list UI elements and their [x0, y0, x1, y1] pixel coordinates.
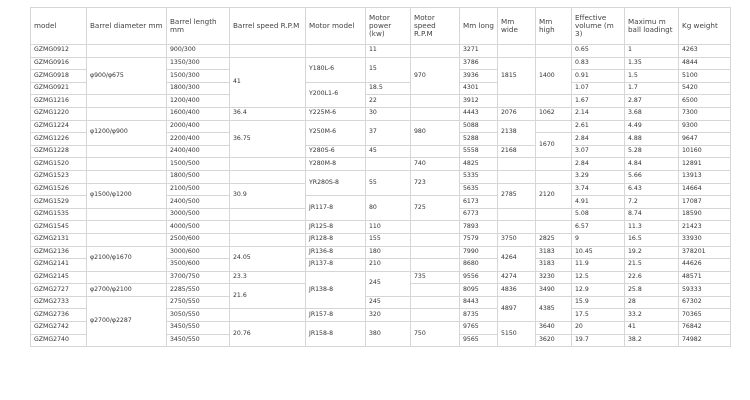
ball-mill-spec-table	[30, 7, 731, 347]
table-cell: 7893	[460, 221, 498, 234]
table-cell: 4825	[460, 158, 498, 171]
table-cell: 1.07	[572, 82, 625, 95]
table-cell	[411, 284, 460, 297]
table-cell: 723	[411, 170, 460, 195]
table-cell: GZMG0918	[31, 70, 87, 83]
table-cell: 45	[366, 145, 411, 158]
table-cell: 1670	[536, 133, 572, 158]
table-cell: φ900/φ675	[87, 57, 167, 95]
table-cell: 4836	[498, 284, 536, 297]
table-cell	[411, 309, 460, 322]
table-cell: 6.57	[572, 221, 625, 234]
table-cell: GZMG2136	[31, 246, 87, 259]
table-row	[31, 57, 731, 70]
table-cell: GZMG1520	[31, 158, 87, 171]
table-cell: YR280S-8	[306, 170, 366, 195]
table-cell: 9	[572, 233, 625, 246]
table-row	[31, 45, 731, 58]
table-cell: 21.6	[230, 284, 306, 309]
table-cell: 4844	[679, 57, 731, 70]
table-cell	[87, 95, 167, 108]
table-cell: 3450/550	[167, 322, 230, 335]
table-cell: 5635	[460, 183, 498, 196]
table-cell: 48571	[679, 271, 731, 284]
table-cell: 8.74	[625, 208, 679, 221]
table-cell	[536, 95, 572, 108]
table-cell: 3.07	[572, 145, 625, 158]
table-cell: GZMG1535	[31, 208, 87, 221]
table-cell: GZMG2131	[31, 233, 87, 246]
table-cell	[411, 233, 460, 246]
table-cell: 2.84	[572, 158, 625, 171]
table-cell: 16.5	[625, 233, 679, 246]
table-cell: 3620	[536, 334, 572, 347]
table-cell: 2400/500	[167, 196, 230, 209]
table-cell: φ2700/φ2100	[87, 284, 167, 297]
table-cell: 3230	[536, 271, 572, 284]
table-cell	[230, 208, 306, 221]
table-cell: 1600/400	[167, 107, 230, 120]
table-cell	[411, 107, 460, 120]
table-cell: 2138	[498, 120, 536, 145]
table-cell: 1.67	[572, 95, 625, 108]
table-cell: 2285/550	[167, 284, 230, 297]
table-cell: 1.5	[625, 70, 679, 83]
table-cell: 18590	[679, 208, 731, 221]
table-cell: 1500/300	[167, 70, 230, 83]
table-cell: 2168	[498, 145, 536, 158]
table-cell: 740	[411, 158, 460, 171]
table-cell: 5558	[460, 145, 498, 158]
table-cell: 378201	[679, 246, 731, 259]
table-cell: 4264	[498, 246, 536, 271]
table-cell: 2400/400	[167, 145, 230, 158]
table-cell	[230, 221, 306, 234]
table-cell: GZMG1545	[31, 221, 87, 234]
table-cell: 2100/500	[167, 183, 230, 196]
table-cell	[87, 208, 167, 221]
table-cell	[498, 221, 536, 234]
table-cell: 1200/400	[167, 95, 230, 108]
table-cell: 0.65	[572, 45, 625, 58]
table-cell: 3450/550	[167, 334, 230, 347]
table-cell	[536, 221, 572, 234]
table-row	[31, 120, 731, 133]
table-cell: GZMG1216	[31, 95, 87, 108]
table-cell: 5.08	[572, 208, 625, 221]
table-cell: φ1500/φ1200	[87, 183, 167, 208]
table-cell	[230, 309, 306, 322]
table-cell: 5335	[460, 170, 498, 183]
table-cell: 20.76	[230, 322, 306, 347]
table-cell: 21.5	[625, 259, 679, 272]
table-cell: 4.49	[625, 120, 679, 133]
table-cell: JR128-8	[306, 233, 366, 246]
table-cell: 10.45	[572, 246, 625, 259]
table-cell: 3490	[536, 284, 572, 297]
table-cell	[87, 107, 167, 120]
table-cell: 5288	[460, 133, 498, 146]
table-cell: 3786	[460, 57, 498, 70]
table-cell: 7579	[460, 233, 498, 246]
table-cell: 67302	[679, 296, 731, 309]
table-cell: GZMG1226	[31, 133, 87, 146]
table-cell: 1	[625, 45, 679, 58]
table-cell	[498, 95, 536, 108]
table-cell: 0.91	[572, 70, 625, 83]
table-row	[31, 145, 731, 158]
header-motor-speed: Motor speed R.P.M	[411, 8, 460, 45]
table-cell	[498, 45, 536, 58]
table-cell: 210	[366, 259, 411, 272]
table-cell: 20	[572, 322, 625, 335]
table-cell: 28	[625, 296, 679, 309]
table-cell: Y280M-8	[306, 158, 366, 171]
table-cell: 3.29	[572, 170, 625, 183]
table-row	[31, 246, 731, 259]
table-cell: 22.6	[625, 271, 679, 284]
table-cell: 4.91	[572, 196, 625, 209]
table-cell	[411, 296, 460, 309]
table-cell: 6773	[460, 208, 498, 221]
table-cell: 5100	[679, 70, 731, 83]
table-cell: GZMG1529	[31, 196, 87, 209]
header-height: Mm high	[536, 8, 572, 45]
table-cell: 4274	[498, 271, 536, 284]
table-cell: 4.84	[625, 158, 679, 171]
header-motor-model: Motor model	[306, 8, 366, 45]
table-cell	[87, 45, 167, 58]
table-row	[31, 233, 731, 246]
table-cell: 1500/500	[167, 158, 230, 171]
table-cell: 2785	[498, 183, 536, 208]
table-cell: 9647	[679, 133, 731, 146]
table-cell: 3050/550	[167, 309, 230, 322]
table-cell: 750	[411, 322, 460, 347]
table-cell: 19.2	[625, 246, 679, 259]
table-cell: 6173	[460, 196, 498, 209]
table-cell: 74982	[679, 334, 731, 347]
header-effective-volume: Effective volume (m 3)	[572, 8, 625, 45]
table-cell: 320	[366, 309, 411, 322]
table-cell: 15.9	[572, 296, 625, 309]
table-cell: 23.3	[230, 271, 306, 284]
table-cell: 4385	[536, 296, 572, 321]
table-cell: 1350/300	[167, 57, 230, 70]
table-row	[31, 170, 731, 183]
table-cell: 70365	[679, 309, 731, 322]
table-cell: 36.4	[230, 107, 306, 120]
table-cell: 17087	[679, 196, 731, 209]
table-cell: 245	[366, 296, 411, 309]
table-cell: 180	[366, 246, 411, 259]
table-cell: 4000/500	[167, 221, 230, 234]
table-cell: 7990	[460, 246, 498, 259]
table-cell: GZMG2736	[31, 309, 87, 322]
table-cell: 12.9	[572, 284, 625, 297]
table-cell: φ2700/φ2287	[87, 296, 167, 346]
table-cell: 9765	[460, 322, 498, 335]
table-cell: 9565	[460, 334, 498, 347]
table-cell: φ1200/φ900	[87, 120, 167, 145]
header-model: model	[31, 8, 87, 45]
header-length: Mm long	[460, 8, 498, 45]
table-cell: 30.9	[230, 183, 306, 208]
table-cell: 3700/750	[167, 271, 230, 284]
table-cell: 0.83	[572, 57, 625, 70]
table-cell: 2500/600	[167, 233, 230, 246]
table-cell	[411, 259, 460, 272]
header-width: Mm wide	[498, 8, 536, 45]
table-cell: GZMG1228	[31, 145, 87, 158]
table-cell: 3936	[460, 70, 498, 83]
table-cell	[230, 158, 306, 171]
table-cell: 1800/500	[167, 170, 230, 183]
table-cell: 24.05	[230, 246, 306, 271]
table-cell	[498, 158, 536, 171]
table-cell: 12.5	[572, 271, 625, 284]
table-cell: 21423	[679, 221, 731, 234]
table-cell: 15	[366, 57, 411, 82]
table-cell: 7300	[679, 107, 731, 120]
table-cell: 9300	[679, 120, 731, 133]
table-row	[31, 95, 731, 108]
table-cell: 3750	[498, 233, 536, 246]
table-cell: 5420	[679, 82, 731, 95]
table-cell: 13913	[679, 170, 731, 183]
table-cell: 2000/400	[167, 120, 230, 133]
table-row	[31, 271, 731, 284]
table-cell: 76842	[679, 322, 731, 335]
table-cell: 980	[411, 120, 460, 145]
table-cell: 4263	[679, 45, 731, 58]
table-cell: 1.7	[625, 82, 679, 95]
table-cell: 1800/300	[167, 82, 230, 95]
table-cell: 11.3	[625, 221, 679, 234]
table-cell: 3.74	[572, 183, 625, 196]
table-cell: 2200/400	[167, 133, 230, 146]
table-cell: 110	[366, 221, 411, 234]
table-cell: 4.88	[625, 133, 679, 146]
table-cell	[411, 145, 460, 158]
table-cell: 380	[366, 322, 411, 347]
table-cell: 3640	[536, 322, 572, 335]
table-cell: 30	[366, 107, 411, 120]
table-row	[31, 221, 731, 234]
header-barrel-speed: Barrel speed R.P.M	[230, 8, 306, 45]
table-cell: 1062	[536, 107, 572, 120]
table-cell: 2750/550	[167, 296, 230, 309]
table-cell: Y250M-6	[306, 120, 366, 145]
header-barrel-length: Barrel length mm	[167, 8, 230, 45]
table-cell: Y280S-6	[306, 145, 366, 158]
table-cell: GZMG0916	[31, 57, 87, 70]
table-cell: 155	[366, 233, 411, 246]
table-cell: 18.5	[366, 82, 411, 95]
table-cell	[306, 45, 366, 58]
table-cell: 7.2	[625, 196, 679, 209]
table-cell: 9556	[460, 271, 498, 284]
table-cell: 17.5	[572, 309, 625, 322]
table-cell: 37	[366, 120, 411, 145]
table-cell	[230, 45, 306, 58]
table-cell	[498, 208, 536, 221]
table-cell: JR158-8	[306, 322, 366, 347]
table-cell: 3271	[460, 45, 498, 58]
table-cell	[536, 45, 572, 58]
header-motor-power: Motor power (kw)	[366, 8, 411, 45]
table-cell: 3183	[536, 246, 572, 259]
table-cell: 735	[411, 271, 460, 284]
table-cell: 4301	[460, 82, 498, 95]
table-cell: GZMG0921	[31, 82, 87, 95]
table-cell	[87, 221, 167, 234]
table-cell: GZMG2742	[31, 322, 87, 335]
table-cell: 3912	[460, 95, 498, 108]
table-cell: GZMG0912	[31, 45, 87, 58]
table-cell: 4443	[460, 107, 498, 120]
table-cell: 22	[366, 95, 411, 108]
table-cell: 6500	[679, 95, 731, 108]
table-cell: Y180L-6	[306, 57, 366, 82]
table-cell: 10160	[679, 145, 731, 158]
table-cell: JR138-8	[306, 271, 366, 309]
table-cell: GZMG2733	[31, 296, 87, 309]
table-cell: 38.2	[625, 334, 679, 347]
table-cell	[87, 145, 167, 158]
table-cell: GZMG2740	[31, 334, 87, 347]
table-cell: 245	[366, 271, 411, 296]
table-cell: 12891	[679, 158, 731, 171]
table-cell: GZMG1523	[31, 170, 87, 183]
table-cell: 80	[366, 196, 411, 221]
table-cell: 8680	[460, 259, 498, 272]
table-cell: 2076	[498, 107, 536, 120]
table-cell: Y200L1-6	[306, 82, 366, 107]
table-cell: JR125-8	[306, 221, 366, 234]
header-weight: Kg weight	[679, 8, 731, 45]
table-cell	[366, 158, 411, 171]
table-cell: GZMG1220	[31, 107, 87, 120]
table-cell	[230, 233, 306, 246]
spec-table-container	[30, 7, 730, 347]
table-cell: φ2100/φ1670	[87, 246, 167, 271]
table-cell: JR136-8	[306, 246, 366, 259]
table-cell	[411, 45, 460, 58]
table-cell: 11.9	[572, 259, 625, 272]
table-cell: 8443	[460, 296, 498, 309]
table-cell: 14664	[679, 183, 731, 196]
table-cell: 4897	[498, 296, 536, 321]
table-cell: GZMG1526	[31, 183, 87, 196]
table-cell: 2.87	[625, 95, 679, 108]
table-cell: JR157-8	[306, 309, 366, 322]
table-row	[31, 107, 731, 120]
table-cell: 725	[411, 196, 460, 221]
table-cell	[536, 120, 572, 133]
table-cell: 25.8	[625, 284, 679, 297]
table-cell	[87, 170, 167, 183]
table-cell: 5.28	[625, 145, 679, 158]
table-cell: GZMG2141	[31, 259, 87, 272]
table-cell: 3183	[536, 259, 572, 272]
table-cell: 2.84	[572, 133, 625, 146]
table-cell: JR117-8	[306, 196, 366, 221]
table-cell	[411, 221, 460, 234]
table-cell	[87, 158, 167, 171]
table-cell: 1.35	[625, 57, 679, 70]
table-cell: 11	[366, 45, 411, 58]
header-row	[31, 8, 731, 45]
table-cell: 2.14	[572, 107, 625, 120]
table-cell: 970	[411, 57, 460, 95]
table-cell: 8095	[460, 284, 498, 297]
table-cell: 5.66	[625, 170, 679, 183]
table-cell: 3.68	[625, 107, 679, 120]
table-cell: 55	[366, 170, 411, 195]
table-cell: 33.2	[625, 309, 679, 322]
table-cell	[411, 95, 460, 108]
table-cell: 2825	[536, 233, 572, 246]
table-cell: Y225M-6	[306, 107, 366, 120]
table-cell: GZMG2727	[31, 284, 87, 297]
table-cell	[536, 208, 572, 221]
table-cell: GZMG2145	[31, 271, 87, 284]
table-cell	[230, 170, 306, 183]
header-barrel-diameter: Barrel diameter mm	[87, 8, 167, 45]
table-cell	[536, 158, 572, 171]
table-cell: 19.7	[572, 334, 625, 347]
table-cell: 36.75	[230, 120, 306, 158]
table-body	[31, 45, 731, 347]
table-cell: 3000/600	[167, 246, 230, 259]
table-row	[31, 296, 731, 309]
header-max-ball-loading: Maximu m ball loadingt	[625, 8, 679, 45]
table-cell: 41	[230, 57, 306, 107]
table-row	[31, 158, 731, 171]
table-cell	[411, 246, 460, 259]
table-cell	[87, 271, 167, 284]
table-cell: 8735	[460, 309, 498, 322]
table-cell: 6.43	[625, 183, 679, 196]
table-cell: 5088	[460, 120, 498, 133]
table-cell: 33930	[679, 233, 731, 246]
table-cell	[498, 170, 536, 183]
table-cell: JR137-8	[306, 259, 366, 272]
table-cell: 1815	[498, 57, 536, 95]
table-cell: GZMG1224	[31, 120, 87, 133]
table-cell: 41	[625, 322, 679, 335]
table-cell: 5150	[498, 322, 536, 347]
table-cell	[536, 170, 572, 183]
table-cell	[87, 233, 167, 246]
table-cell: 3000/500	[167, 208, 230, 221]
table-cell: 3500/600	[167, 259, 230, 272]
table-cell: 44626	[679, 259, 731, 272]
table-cell: 2.61	[572, 120, 625, 133]
table-cell: 1400	[536, 57, 572, 95]
table-cell: 59333	[679, 284, 731, 297]
table-cell: 900/300	[167, 45, 230, 58]
table-cell: 2120	[536, 183, 572, 208]
